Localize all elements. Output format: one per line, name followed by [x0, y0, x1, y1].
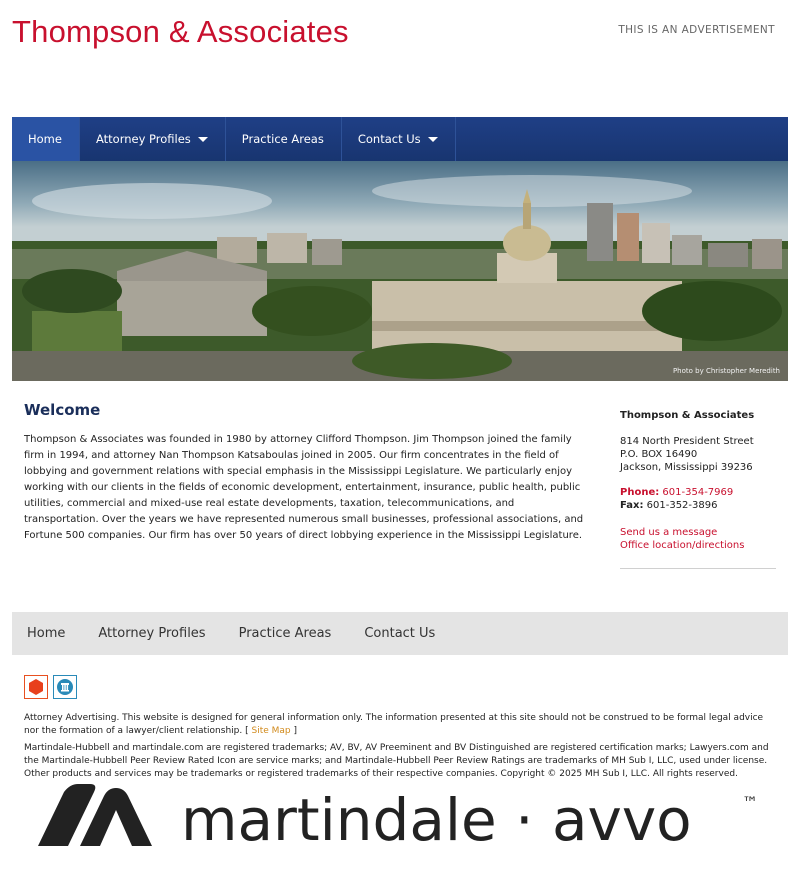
nav-attorney-profiles-label: Attorney Profiles [95, 132, 191, 146]
hexagon-badge-icon [27, 678, 45, 696]
office-directions-link[interactable]: Office location/directions [620, 540, 745, 551]
logo-trademark: ™ [742, 793, 758, 812]
footer-nav-home[interactable]: Home [27, 626, 66, 641]
phone-link[interactable]: 601-354-7969 [662, 487, 734, 498]
sidebar-phone-row [620, 486, 776, 499]
badge-row [24, 675, 77, 699]
footer-nav-attorney-profiles[interactable]: Attorney Profiles [98, 626, 206, 641]
footer-nav-practice-areas[interactable]: Practice Areas [238, 626, 332, 641]
fax-label: Fax: [620, 500, 644, 511]
footer-nav-contact-us[interactable]: Contact Us [364, 626, 436, 641]
martindale-avvo-logo[interactable] [36, 782, 766, 852]
sidebar-city-state-zip: Jackson, Mississippi 39236 [620, 462, 753, 473]
martindale-avvo-wordmark [36, 782, 766, 852]
building-badge-icon [56, 678, 74, 696]
caret-down-icon [198, 137, 208, 142]
nav-contact-us[interactable] [342, 117, 456, 161]
jackson-skyline-photo [12, 161, 788, 381]
site-map-link[interactable]: Site Map [251, 726, 291, 736]
footer-nav [12, 612, 788, 655]
phone-label: Phone: [620, 487, 660, 498]
sidebar-address-line2: P.O. BOX 16490 [620, 449, 698, 460]
send-message-link[interactable]: Send us a message [620, 527, 718, 538]
advertisement-notice: THIS IS AN ADVERTISEMENT [618, 24, 775, 36]
nav-practice-areas-label: Practice Areas [241, 132, 324, 146]
nav-home-label: Home [28, 132, 62, 146]
martindale-badge[interactable] [24, 675, 48, 699]
lawyers-badge[interactable] [53, 675, 77, 699]
sidebar-firm-name: Thompson & Associates [620, 410, 755, 421]
hero-banner [12, 161, 788, 381]
welcome-paragraph: Thompson & Associates was founded in 1980 by attorney Clifford Thompson. Jim Thompson joined the family firm in 1994, and attorney Nan Thompson Katsaboulas joined in 2005. Our firm concentrates in the field of lobbying and government relations with special emphasis in the Mississippi Legislature. We particularly enjoy working with our clients in the fields of economic development, entertainment, insurance, public health, public utilities, commercial and mixed-use real estate developments, taxation, telecommunications, and transportation. Over the years we have represented numerous small businesses, professional associations, and Fortune 500 companies. Our firm has over 50 years of direct lobbying experience in the Mississippi Legislature. [24, 434, 584, 541]
sidebar-address-line1: 814 North President Street [620, 436, 754, 447]
caret-down-icon [428, 137, 438, 142]
logo-text: martindale · avvo [181, 786, 692, 852]
sidebar-divider [620, 568, 776, 569]
nav-home[interactable] [12, 117, 80, 161]
disclaimer [24, 712, 776, 738]
contact-sidebar [620, 409, 776, 569]
disclaimer-bracket: ] [293, 726, 298, 736]
nav-practice-areas[interactable] [226, 117, 342, 161]
nav-contact-us-label: Contact Us [357, 132, 421, 146]
nav-attorney-profiles[interactable] [80, 117, 226, 161]
welcome-heading: Welcome [24, 401, 101, 419]
site-title[interactable]: Thompson & Associates [12, 14, 349, 49]
main-nav [12, 117, 788, 161]
disclaimer-text: Attorney Advertising. This website is designed for general information only. The information presented at this site should not be construed to be formal legal advice nor the formation of a lawyer/client relationship. [ [24, 713, 764, 736]
fax-number: 601-352-3896 [646, 500, 718, 511]
photo-credit: Photo by Christopher Meredith [672, 367, 780, 375]
sidebar-links [620, 526, 776, 552]
sidebar-fax-row [620, 499, 776, 512]
legal-notice: Martindale-Hubbell and martindale.com are registered trademarks; AV, BV, AV Preeminent and BV Distinguished are registered certification marks; Lawyers.com and the Martindale-Hubbell Peer Review Rated Icon are service marks; and Martindale-Hubbell Peer Review Ratings are trademarks of MH Sub I, LLC, used under license. Other products and services may be trademarks or registered trademarks of their respective companies. Copyright © 2025 MH Sub I, LLC. All rights reserved. [24, 743, 769, 779]
